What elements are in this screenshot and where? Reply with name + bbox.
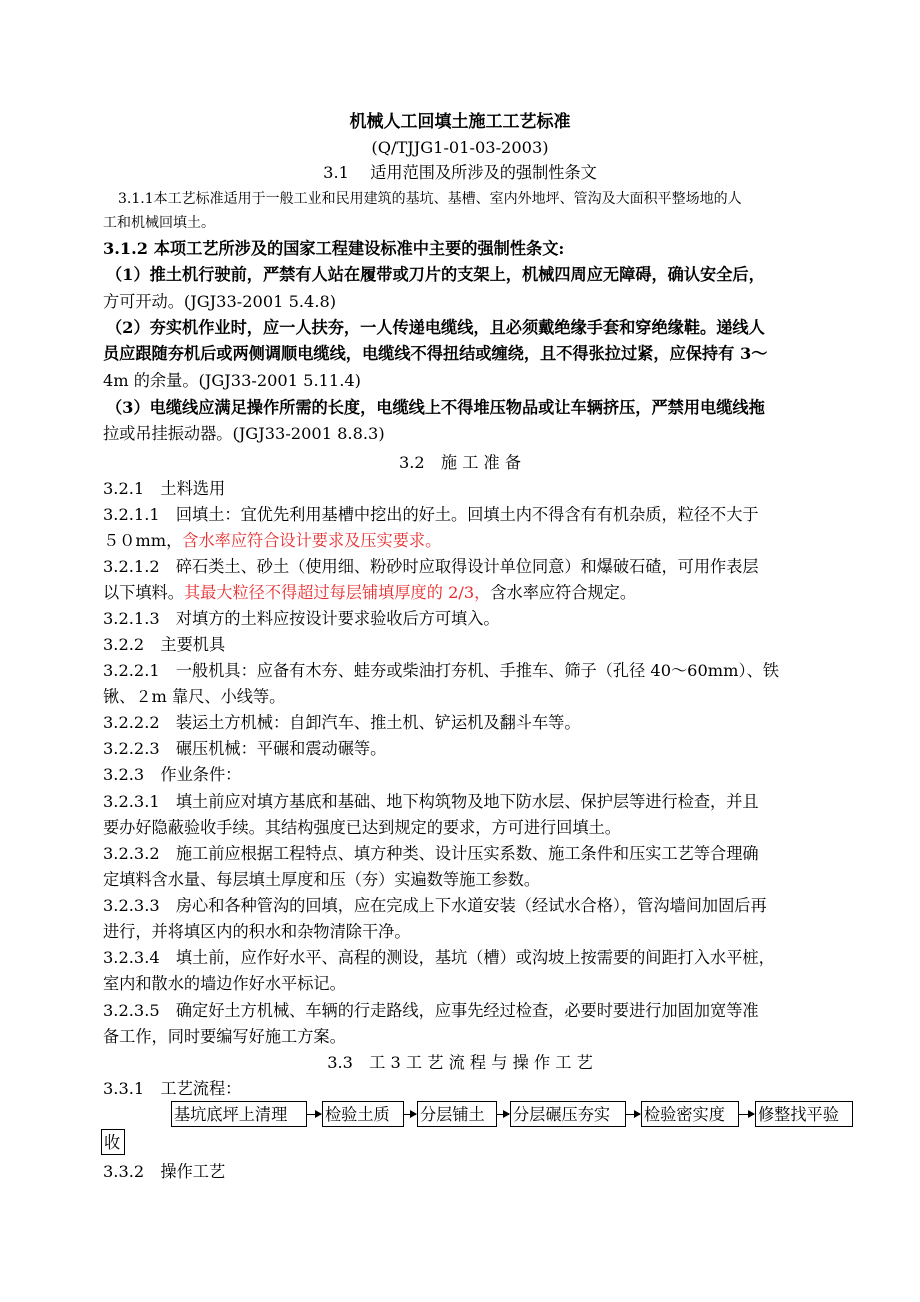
- text-span: 含水率应符合规定。: [490, 583, 637, 602]
- highlight-red-text: 其最大粒径不得超过每层铺填厚度的 2/3，: [183, 583, 491, 602]
- para-3-2-3-4-line2: 室内和散水的墙边作好水平标记。: [103, 974, 346, 993]
- flow-step-4: 分层碾压夯实: [510, 1101, 626, 1127]
- flow-step-6-wrap: 收: [101, 1129, 125, 1155]
- para-3-2-3-1-line2: 要办好隐蔽验收手续。其结构强度已达到规定的要求，方可进行回填土。: [103, 818, 621, 837]
- flow-step-5: 检验密实度: [641, 1101, 739, 1127]
- para-3-3-1: 3.3.1 工艺流程：: [103, 1079, 242, 1098]
- flow-arrow-icon: [739, 1114, 754, 1115]
- flow-arrow-icon: [497, 1114, 509, 1115]
- item-2-line2: 员应跟随夯机后或两侧调顺电缆线，电缆线不得扭结或缠绕，且不得张拉过紧，应保持有 3～: [103, 344, 768, 363]
- text-span: 以下填料。: [103, 583, 184, 602]
- para-3-2-3-2-line1: 3.2.3.2 施工前应根据工程特点、填方种类、设计压实系数、施工条件和压实工艺等合理确: [103, 844, 759, 863]
- para-3-2-3-5-line1: 3.2.3.5 确定好土方机械、车辆的行走路线，应事先经过检查，必要时要进行加固加宽等准: [103, 1001, 759, 1020]
- flow-step-3: 分层铺土: [417, 1101, 497, 1127]
- para-3-2-3: 3.2.3 作业条件：: [103, 765, 242, 784]
- item-2-line1: （2）夯实机作业时，应一人扶夯，一人传递电缆线，且必须戴绝缘手套和穿绝缘鞋。递线人: [106, 318, 765, 337]
- para-3-3-2: 3.3.2 操作工艺: [103, 1162, 226, 1181]
- flow-arrow-icon: [626, 1114, 640, 1115]
- para-3-2-3-3-line1: 3.2.3.3 房心和各种管沟的回填，应在完成上下水道安装（经试水合格），管沟墙间加固后再: [103, 896, 767, 915]
- flow-arrow-icon: [404, 1114, 416, 1115]
- flow-arrow-icon: [307, 1114, 321, 1115]
- para-3-1-1-line2: 工和机械回填土。: [103, 215, 215, 231]
- para-3-2-2-1-line1: 3.2.2.1 一般机具：应备有木夯、蛙夯或柴油打夯机、手推车、筛子（孔径 40～60mm）、铁: [103, 661, 779, 680]
- item-1-line2: 方可开动。(JGJ33-2001 5.4.8): [103, 292, 337, 311]
- text-span: ５０mm，: [103, 531, 183, 550]
- para-3-2-3-3-line2: 进行，并将填区内的积水和杂物清除干净。: [103, 922, 411, 941]
- para-3-2-3-5-line2: 备工作，同时要编写好施工方案。: [103, 1027, 346, 1046]
- item-2-line3: 4m 的余量。(JGJ33-2001 5.11.4): [103, 371, 361, 390]
- section-3-3-heading: 3.3 工 3 工 艺 流 程 与 操 作 工 艺: [327, 1053, 593, 1072]
- doc-title: 机械人工回填土施工工艺标准: [349, 112, 571, 132]
- flow-step-2: 检验土质: [322, 1101, 404, 1127]
- para-3-1-2: 3.1.2 本项工艺所涉及的国家工程建设标准中主要的强制性条文:: [103, 239, 565, 258]
- flow-step-1: 基坑底坪上清理: [171, 1101, 307, 1127]
- para-3-2-1-3: 3.2.1.3 对填方的土料应按设计要求验收后方可填入。: [103, 609, 500, 628]
- para-3-2-1-1-line1: 3.2.1.1 回填土：宜优先利用基槽中挖出的好土。回填土内不得含有有机杂质，粒径不大于: [103, 505, 759, 524]
- para-3-2-1-2-line2: [103, 580, 863, 606]
- para-3-2-2-3: 3.2.2.3 碾压机械：平碾和震动碾等。: [103, 739, 387, 758]
- para-3-2-3-4-line1: 3.2.3.4 填土前，应作好水平、高程的测设，基坑（槽）或沟坡上按需要的间距打入水平桩，: [103, 948, 775, 967]
- para-3-2-1: 3.2.1 土料选用: [103, 479, 226, 498]
- doc-code: (Q/TJJG1-01-03-2003): [371, 138, 549, 157]
- para-3-2-2-1-line2: 锹、２m 靠尺、小线等。: [103, 687, 286, 706]
- highlight-red-text: 含水率应符合设计要求及压实要求。: [182, 531, 442, 550]
- section-3-2-heading: 3.2 施 工 准 备: [398, 453, 522, 472]
- para-3-2-2: 3.2.2 主要机具: [103, 635, 226, 654]
- flow-step-6: 修整找平验: [755, 1101, 853, 1127]
- item-3-line1: （3）电缆线应满足操作所需的长度，电缆线上不得堆压物品或让车辆挤压，严禁用电缆线拖: [106, 398, 765, 417]
- para-3-2-1-1-line2: [103, 528, 863, 554]
- para-3-2-2-2: 3.2.2.2 装运土方机械：自卸汽车、推土机、铲运机及翻斗车等。: [103, 713, 581, 732]
- para-3-1-1-line1: 3.1.1本工艺标准适用于一般工业和民用建筑的基坑、基槽、室内外地坪、管沟及大面积平整场地的人: [118, 191, 742, 207]
- section-3-1-heading: 3.1 适用范围及所涉及的强制性条文: [323, 163, 597, 182]
- item-3-line2: 拉或吊挂振动器。(JGJ33-2001 8.8.3): [103, 424, 385, 443]
- para-3-2-3-2-line2: 定填料含水量、每层填土厚度和压（夯）实遍数等施工参数。: [103, 870, 541, 889]
- item-1-line1: （1）推土机行驶前，严禁有人站在履带或刀片的支架上，机械四周应无障碍，确认安全后，: [106, 265, 765, 284]
- para-3-2-3-1-line1: 3.2.3.1 填土前应对填方基底和基础、地下构筑物及地下防水层、保护层等进行检查，并且: [103, 792, 759, 811]
- para-3-2-1-2-line1: 3.2.1.2 碎石类土、砂土（使用细、粉砂时应取得设计单位同意）和爆破石碴，可用作表层: [103, 557, 759, 576]
